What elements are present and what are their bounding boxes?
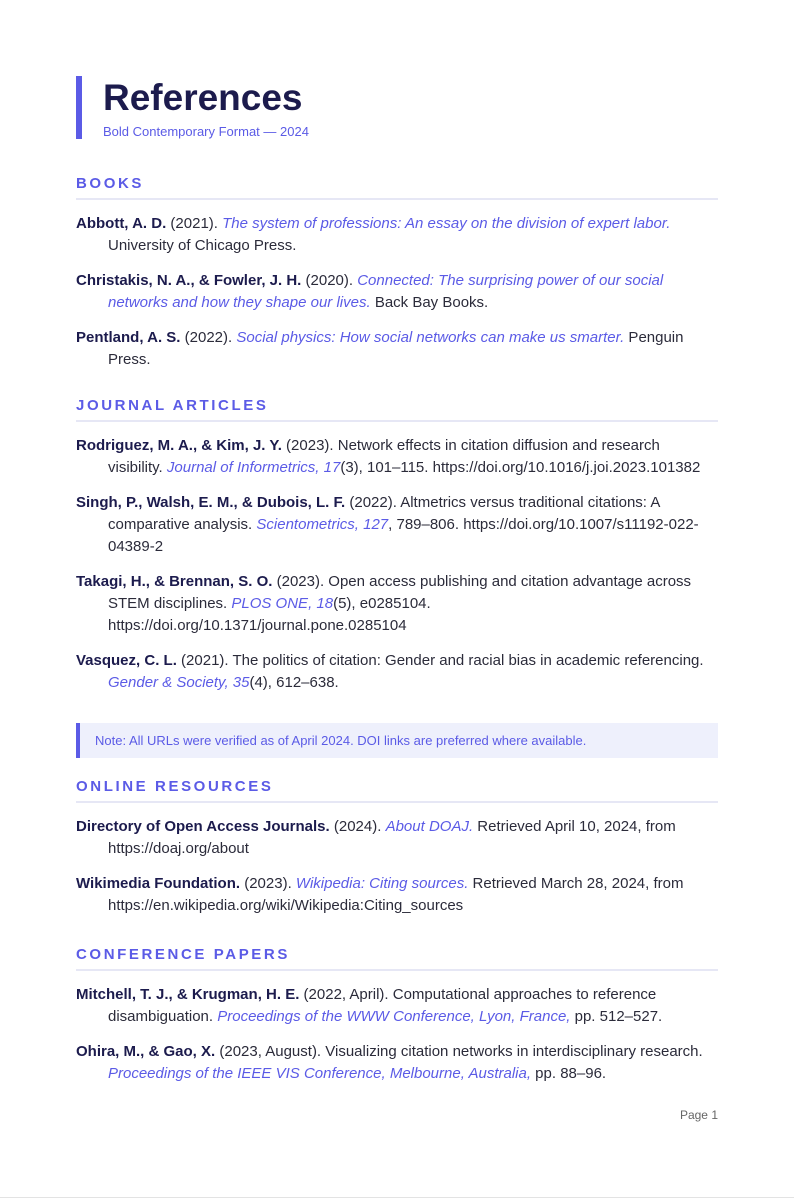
reference-author: Singh, P., Walsh, E. M., & Dubois, L. F. <box>76 494 346 511</box>
reference-author: Mitchell, T. J., & Krugman, H. E. <box>76 986 300 1003</box>
page-number: Page 1 <box>679 1108 718 1122</box>
reference-text: (2022, April). Computational approaches to reference disambiguation. <box>108 986 657 1025</box>
reference-text: (2023). Open access publishing and citation advantage across STEM disciplines. <box>108 573 692 612</box>
section-journals <box>76 397 718 694</box>
section-books <box>76 175 718 371</box>
reference-text: (3), 101–115. https://doi.org/10.1016/j.joi.2023.101382 <box>340 459 701 476</box>
section-heading-books: BOOKS <box>76 175 718 200</box>
reference-title: Scientometrics, 127 <box>256 516 389 533</box>
reference-text: University of Chicago Press. <box>108 237 297 254</box>
reference-entry <box>76 984 718 1028</box>
reference-author: Wikimedia Foundation. <box>76 875 241 892</box>
reference-text: (2022). Altmetrics versus traditional citations: A comparative analysis. <box>108 494 660 533</box>
reference-text: (2021). The politics of citation: Gender and racial bias in academic referencing. <box>176 652 704 669</box>
reference-title: PLOS ONE, 18 <box>231 595 334 612</box>
reference-author: Pentland, A. S. <box>76 329 181 346</box>
reference-text: Retrieved March 28, 2024, from https://en.wikipedia.org/wiki/Wikipedia:Citing_sources <box>108 875 684 914</box>
page-subtitle: Bold Contemporary Format — 2024 <box>103 124 309 139</box>
reference-entry <box>76 650 718 694</box>
section-heading-journals: JOURNAL ARTICLES <box>76 397 718 422</box>
reference-text: Retrieved April 10, 2024, from https://doaj.org/about <box>108 818 676 857</box>
reference-author: Directory of Open Access Journals. <box>76 818 330 835</box>
reference-text: (2023). <box>240 875 296 892</box>
reference-entry <box>76 816 718 860</box>
reference-title: Journal of Informetrics, 17 <box>166 459 341 476</box>
reference-text: (2024). <box>329 818 386 835</box>
note-callout: Note: All URLs were verified as of April 2024. DOI links are preferred where available. <box>76 723 718 758</box>
reference-text: pp. 512–527. <box>570 1008 663 1025</box>
reference-page <box>76 76 718 1085</box>
reference-entry <box>76 327 718 371</box>
section-heading-conference: CONFERENCE PAPERS <box>76 946 718 971</box>
reference-entry <box>76 213 718 257</box>
page-title: References <box>103 77 303 118</box>
reference-author: Abbott, A. D. <box>76 215 167 232</box>
reference-text: (4), 612–638. <box>249 674 339 691</box>
reference-title: About DOAJ. <box>385 818 474 835</box>
section-heading-online: ONLINE RESOURCES <box>76 778 718 803</box>
title-block <box>76 76 718 139</box>
reference-author: Takagi, H., & Brennan, S. O. <box>76 573 273 590</box>
reference-entry <box>76 270 718 314</box>
reference-title: Proceedings of the WWW Conference, Lyon, France, <box>217 1008 571 1025</box>
reference-text: (2023). Network effects in citation diffusion and research visibility. <box>108 437 660 476</box>
reference-text: (2022). <box>180 329 237 346</box>
reference-title: Wikipedia: Citing sources. <box>295 875 469 892</box>
reference-author: Vasquez, C. L. <box>76 652 177 669</box>
reference-author: Rodriguez, M. A., & Kim, J. Y. <box>76 437 282 454</box>
reference-entry <box>76 571 718 637</box>
reference-text: , 789–806. https://doi.org/10.1007/s11192-022-04389-2 <box>108 516 699 555</box>
reference-text: Back Bay Books. <box>370 294 489 311</box>
reference-entry <box>76 873 718 917</box>
reference-title: Proceedings of the IEEE VIS Conference, Melbourne, Australia, <box>108 1065 532 1082</box>
reference-text: (5), e0285104. https://doi.org/10.1371/journal.pone.0285104 <box>108 595 431 634</box>
reference-author: Ohira, M., & Gao, X. <box>76 1043 216 1060</box>
reference-text: Penguin Press. <box>108 329 684 368</box>
section-conference <box>76 946 718 1085</box>
reference-title: The system of professions: An essay on the division of expert labor. <box>222 215 671 232</box>
reference-title: Social physics: How social networks can make us smarter. <box>236 329 625 346</box>
reference-entry <box>76 435 718 479</box>
reference-entry <box>76 1041 718 1085</box>
section-online <box>76 778 718 917</box>
reference-entry <box>76 492 718 558</box>
reference-text: (2021). <box>166 215 223 232</box>
reference-title: Connected: The surprising power of our social networks and how they shape our lives. <box>108 272 664 311</box>
reference-title: Gender & Society, 35 <box>108 674 250 691</box>
reference-text: pp. 88–96. <box>531 1065 607 1082</box>
reference-text: (2020). <box>301 272 358 289</box>
reference-text: (2023, August). Visualizing citation networks in interdisciplinary research. <box>215 1043 703 1060</box>
reference-author: Christakis, N. A., & Fowler, J. H. <box>76 272 302 289</box>
